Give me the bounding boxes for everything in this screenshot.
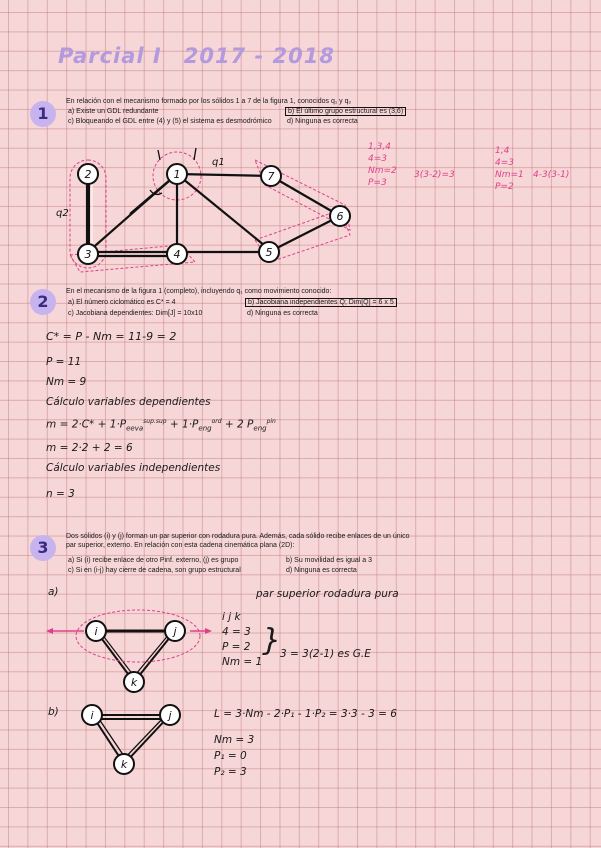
q3-option-b: b) Su movilidad es igual a 3	[286, 557, 372, 564]
joint-label-5: 5	[265, 246, 273, 259]
q3-part-a-label: a)	[48, 586, 59, 598]
note-line: 1,3,4	[368, 142, 391, 152]
question-1-prompt: En relación con el mecanismo formado por los sólidos 1 a 7 de la figura 1, conocidos q₁ y q₂	[66, 98, 352, 105]
q3-part-b-formula: L = 3·Nm - 2·P₁ - 1·P₂ = 3·3 - 3 = 6	[214, 708, 397, 720]
q2-sub-eng: eng	[198, 424, 212, 433]
q2-work-line-8: n = 3	[46, 488, 75, 500]
q3b-node-k: k	[120, 758, 128, 771]
question-3-prompt: Dos sólidos (i) y (j) forman un par superior con rodadura pura. Además, cada sólido recibe enlaces de un único par superior, externo. En relación con esta cadena cinemática plana (2D):	[66, 533, 410, 549]
q3-option-c: c) Si en (i-j) hay cierre de cadena, son grupo estructural	[68, 567, 241, 574]
q2-work-line-7: Cálculo variables independientes	[46, 462, 221, 474]
q1-option-a: a) Existe un GDL redundante	[68, 108, 159, 115]
q2-work-line-5	[46, 418, 276, 433]
work-line: P₁ = 0	[214, 750, 247, 762]
q2-work-line-4: Cálculo variables dependientes	[46, 396, 211, 408]
q3-part-a-work	[222, 610, 262, 670]
q3-part-b-work	[214, 732, 254, 780]
q1-notes-left-result: 3(3-2)=3	[414, 170, 455, 180]
q1-highlight-outlines	[70, 152, 350, 272]
title-subject: Parcial I	[58, 44, 162, 68]
work-line: P = 2	[222, 641, 251, 653]
q2-option-b: b) Jacobiana independientes Q; Dim[Q] = 6 x 5	[245, 298, 397, 307]
q3-part-a-heading: par superior rodadura pura	[256, 588, 399, 600]
joint-label-1: 1	[173, 168, 181, 181]
q2-sup-sup: sup.sup	[143, 418, 167, 425]
note-line: P=3	[368, 178, 387, 188]
q2-work-line-6: m = 2·2 + 2 = 6	[46, 442, 133, 454]
question-3-number: 3	[30, 535, 56, 561]
note-line: Nm=2	[368, 166, 397, 176]
note-line: P=2	[495, 182, 514, 192]
q3a-node-j: j	[173, 625, 177, 638]
work-line: Nm = 3	[214, 734, 255, 746]
q2-sub-eng-2: eng	[253, 424, 267, 433]
q3b-node-i: i	[90, 709, 94, 722]
note-line: 4=3	[495, 158, 514, 168]
question-2-number: 2	[30, 289, 56, 315]
q1-notes-right	[495, 145, 524, 193]
q2-eq-part-a: m = 2·C* + 1·P	[46, 418, 127, 431]
title-years: 2017 - 2018	[183, 44, 335, 68]
q1-joint-labels	[85, 168, 344, 261]
label-q2: q2	[56, 208, 69, 219]
joint-label-4: 4	[173, 248, 181, 261]
joint-label-2: 2	[84, 168, 92, 181]
q3a-diagram	[46, 610, 212, 692]
q2-sup-ord: ord	[211, 418, 222, 425]
q1-notes-right-result: 4-3(3-1)	[533, 170, 570, 180]
work-line: i j k	[222, 611, 241, 623]
q3b-diagram	[82, 705, 180, 774]
question-1-number: 1	[30, 101, 56, 127]
q2-sub-peeva: eeva	[126, 424, 144, 433]
q2-sup-pin: pin	[266, 418, 276, 425]
q1-links	[88, 174, 340, 256]
q3-part-a-brace: }	[262, 623, 282, 658]
joint-label-7: 7	[267, 170, 275, 183]
q3-option-d: d) Ninguna es correcta	[286, 567, 357, 574]
q2-option-c: c) Jacobiana dependientes: Dim[J] = 10x10	[68, 310, 203, 317]
q3a-node-i: i	[94, 625, 98, 638]
note-line: 1,4	[495, 146, 510, 156]
q3-option-a: a) Si (i) recibe enlace de otro Pinf. externo, (j) es grupo	[68, 557, 239, 564]
q2-work-line-3: Nm = 9	[46, 376, 87, 388]
q3a-node-k: k	[130, 676, 138, 689]
note-line: Nm=1	[495, 170, 524, 180]
q2-option-d: d) Ninguna es correcta	[247, 310, 318, 317]
work-line: 4 = 3	[222, 626, 251, 638]
q2-work-line-1: C* = P - Nm = 11-9 = 2	[46, 330, 177, 343]
q3b-node-j: j	[168, 709, 172, 722]
label-q1: q1	[212, 157, 225, 168]
q1-option-c: c) Bloqueando el GDL entre (4) y (5) el sistema es desmodrómico	[68, 118, 272, 125]
q2-option-a: a) El número ciclomático es C* = 4	[68, 299, 176, 306]
work-line: Nm = 1	[222, 656, 263, 668]
q1-option-b: b) El último grupo estructural es (3,6)	[285, 107, 406, 116]
joint-label-6: 6	[336, 210, 344, 223]
q2-work-line-2: P = 11	[46, 356, 82, 368]
q1-option-d: d) Ninguna es correcta	[287, 118, 358, 125]
q2-eq-part-b: + 1·P	[169, 418, 199, 431]
work-line: P₂ = 3	[214, 766, 247, 778]
note-line: 4=3	[368, 154, 387, 164]
question-2-prompt: En el mecanismo de la figura 1 (completo), incluyendo q₁ como movimiento conocido:	[66, 288, 332, 295]
q3-part-a-result: 3 = 3(2-1) es G.E	[280, 648, 371, 660]
joint-label-3: 3	[84, 248, 92, 261]
q2-eq-part-c: + 2 P	[224, 418, 254, 431]
q3-part-b-label: b)	[48, 706, 59, 718]
q1-notes-left	[368, 141, 397, 189]
